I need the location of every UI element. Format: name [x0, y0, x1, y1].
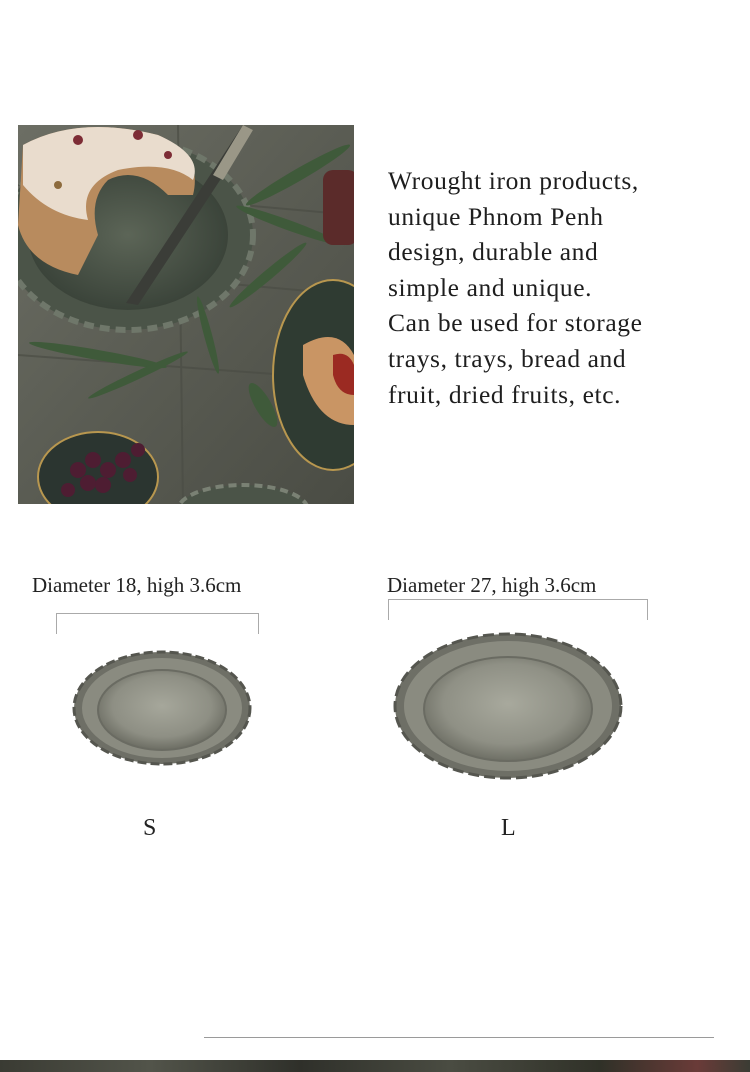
tray-small-image	[72, 648, 252, 773]
description-line: trays, trays, bread and	[388, 343, 627, 373]
tray-large-image	[392, 630, 624, 787]
description-line: design, durable and	[388, 237, 599, 267]
divider	[204, 1037, 714, 1038]
description-line: unique Phnom Penh	[388, 201, 604, 231]
size-s-dimension: Diameter 18, high 3.6cm	[32, 573, 242, 597]
description-line: Wrought iron products,	[388, 166, 639, 195]
size-l-measure-bracket	[388, 599, 648, 620]
size-s-label: S	[143, 815, 157, 841]
size-l-label: L	[501, 815, 516, 841]
next-photo-edge	[0, 1060, 750, 1072]
description-line: fruit, dried fruits, etc.	[388, 379, 622, 409]
size-s-measure-bracket	[56, 613, 259, 634]
description-line: simple and unique.	[388, 272, 593, 302]
description-line: Can be used for storage	[388, 308, 643, 338]
size-l-dimension: Diameter 27, high 3.6cm	[387, 573, 597, 597]
product-lifestyle-photo	[18, 125, 354, 504]
product-description	[388, 163, 728, 412]
